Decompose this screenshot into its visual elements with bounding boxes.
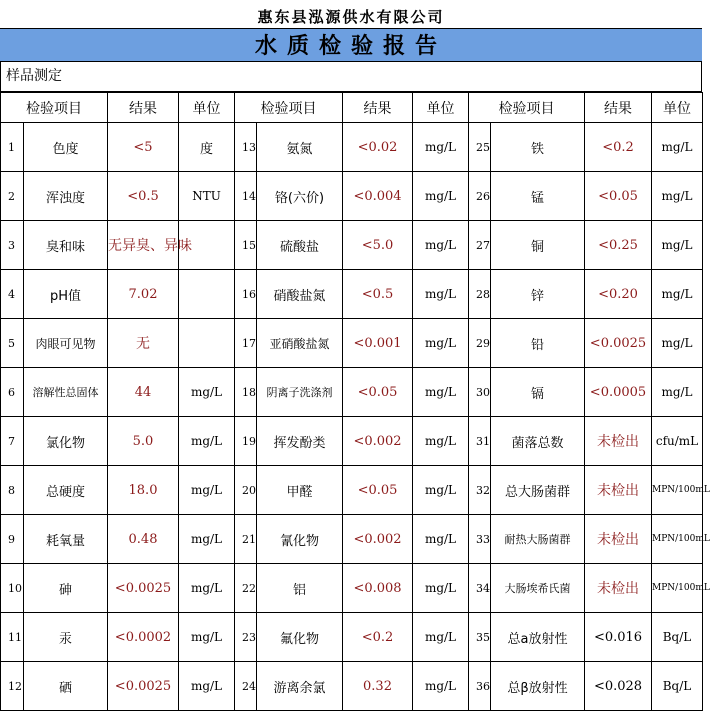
result-value: 无 [108, 319, 179, 368]
result-value: <0.05 [343, 466, 413, 515]
unit: Bq/L [652, 662, 703, 711]
item-name: 阴离子洗涤剂 [257, 368, 343, 417]
table-row [1, 466, 703, 515]
item-number: 23 [235, 613, 257, 662]
item-name: 耐热大肠菌群 [491, 515, 585, 564]
result-value: <5 [108, 123, 179, 172]
unit: mg/L [179, 662, 235, 711]
item-name: 氰化物 [257, 515, 343, 564]
item-number: 11 [1, 613, 24, 662]
result-value: 18.0 [108, 466, 179, 515]
item-number: 17 [235, 319, 257, 368]
table-row [1, 662, 703, 711]
item-number: 20 [235, 466, 257, 515]
table-row [1, 613, 703, 662]
item-name: 铜 [491, 221, 585, 270]
table-row [1, 221, 703, 270]
result-value: 0.48 [108, 515, 179, 564]
header-item: 检验项目 [1, 93, 108, 123]
unit: mg/L [652, 319, 703, 368]
item-number: 16 [235, 270, 257, 319]
item-name: 砷 [24, 564, 108, 613]
unit: mg/L [413, 466, 469, 515]
item-number: 30 [469, 368, 491, 417]
item-name: 游离余氯 [257, 662, 343, 711]
table-row [1, 368, 703, 417]
unit: mg/L [179, 564, 235, 613]
table-row [1, 270, 703, 319]
unit: cfu/mL [652, 417, 703, 466]
unit [179, 319, 235, 368]
item-name: 铅 [491, 319, 585, 368]
unit: NTU [179, 172, 235, 221]
unit: mg/L [413, 319, 469, 368]
item-name: 硫酸盐 [257, 221, 343, 270]
table-row [1, 172, 703, 221]
item-name: 总β放射性 [491, 662, 585, 711]
item-name: 亚硝酸盐氮 [257, 319, 343, 368]
item-number: 21 [235, 515, 257, 564]
item-number: 27 [469, 221, 491, 270]
result-value: <5.0 [343, 221, 413, 270]
unit: Bq/L [652, 613, 703, 662]
unit: mg/L [652, 172, 703, 221]
item-name: 肉眼可见物 [24, 319, 108, 368]
item-name: 甲醛 [257, 466, 343, 515]
unit [179, 270, 235, 319]
unit: mg/L [413, 515, 469, 564]
item-number: 32 [469, 466, 491, 515]
unit: mg/L [179, 466, 235, 515]
result-value: <0.002 [343, 515, 413, 564]
unit: mg/L [413, 221, 469, 270]
unit: mg/L [413, 613, 469, 662]
result-value: <0.20 [585, 270, 652, 319]
result-value: <0.5 [343, 270, 413, 319]
item-number: 22 [235, 564, 257, 613]
unit: 度 [179, 123, 235, 172]
result-value: <0.02 [343, 123, 413, 172]
unit: MPN/100mL [652, 515, 703, 564]
table-row [1, 417, 703, 466]
header-result: 结果 [585, 93, 652, 123]
result-value: 0.32 [343, 662, 413, 711]
item-number: 12 [1, 662, 24, 711]
item-name: 臭和味 [24, 221, 108, 270]
header-item: 检验项目 [469, 93, 585, 123]
item-name: 总大肠菌群 [491, 466, 585, 515]
item-number: 28 [469, 270, 491, 319]
item-number: 26 [469, 172, 491, 221]
unit: mg/L [652, 221, 703, 270]
item-name: 镉 [491, 368, 585, 417]
item-name: 硒 [24, 662, 108, 711]
unit: mg/L [652, 123, 703, 172]
item-number: 34 [469, 564, 491, 613]
result-value: <0.001 [343, 319, 413, 368]
result-value: <0.2 [343, 613, 413, 662]
item-name: 锌 [491, 270, 585, 319]
item-name: 铝 [257, 564, 343, 613]
item-number: 29 [469, 319, 491, 368]
item-name: 氟化物 [257, 613, 343, 662]
unit: mg/L [652, 368, 703, 417]
result-value: <0.0025 [108, 564, 179, 613]
result-value: <0.0002 [108, 613, 179, 662]
item-number: 1 [1, 123, 24, 172]
header-result: 结果 [108, 93, 179, 123]
result-value: <0.016 [585, 613, 652, 662]
result-value: <0.5 [108, 172, 179, 221]
item-name: 总硬度 [24, 466, 108, 515]
table-row [1, 319, 703, 368]
item-name: pH值 [24, 270, 108, 319]
result-value: 未检出 [585, 466, 652, 515]
item-name: 总a放射性 [491, 613, 585, 662]
item-name: 溶解性总固体 [24, 368, 108, 417]
result-value: <0.05 [585, 172, 652, 221]
table-row [1, 123, 703, 172]
header-item: 检验项目 [235, 93, 343, 123]
item-name: 硝酸盐氮 [257, 270, 343, 319]
header-result: 结果 [343, 93, 413, 123]
item-number: 5 [1, 319, 24, 368]
item-number: 6 [1, 368, 24, 417]
result-value: <0.004 [343, 172, 413, 221]
table-row [1, 564, 703, 613]
item-name: 汞 [24, 613, 108, 662]
item-number: 7 [1, 417, 24, 466]
unit: mg/L [652, 270, 703, 319]
unit: MPN/100mL [652, 564, 703, 613]
header-unit: 单位 [179, 93, 235, 123]
unit: mg/L [413, 564, 469, 613]
item-number: 18 [235, 368, 257, 417]
result-value: 未检出 [585, 417, 652, 466]
item-number: 35 [469, 613, 491, 662]
item-name: 铁 [491, 123, 585, 172]
item-number: 9 [1, 515, 24, 564]
header-unit: 单位 [413, 93, 469, 123]
result-value: 44 [108, 368, 179, 417]
result-value: <0.028 [585, 662, 652, 711]
unit: mg/L [179, 368, 235, 417]
item-number: 31 [469, 417, 491, 466]
unit: mg/L [179, 515, 235, 564]
item-number: 33 [469, 515, 491, 564]
table-row [1, 515, 703, 564]
unit: mg/L [413, 172, 469, 221]
result-value: 无异臭、异味 [108, 221, 179, 270]
result-value: <0.002 [343, 417, 413, 466]
result-value: <0.05 [343, 368, 413, 417]
unit: mg/L [413, 270, 469, 319]
section-label: 样品测定 [0, 62, 702, 92]
item-number: 15 [235, 221, 257, 270]
item-name: 大肠埃希氏菌 [491, 564, 585, 613]
report-title: 水质检验报告 [0, 28, 702, 62]
item-number: 3 [1, 221, 24, 270]
item-number: 19 [235, 417, 257, 466]
result-value: 7.02 [108, 270, 179, 319]
header-unit: 单位 [652, 93, 703, 123]
item-number: 2 [1, 172, 24, 221]
unit: mg/L [413, 662, 469, 711]
item-name: 耗氧量 [24, 515, 108, 564]
item-number: 36 [469, 662, 491, 711]
result-value: <0.0005 [585, 368, 652, 417]
item-number: 8 [1, 466, 24, 515]
result-value: 未检出 [585, 564, 652, 613]
result-value: <0.0025 [108, 662, 179, 711]
unit: mg/L [413, 417, 469, 466]
item-number: 24 [235, 662, 257, 711]
result-value: <0.008 [343, 564, 413, 613]
result-value: 5.0 [108, 417, 179, 466]
unit: mg/L [413, 123, 469, 172]
result-value: <0.25 [585, 221, 652, 270]
unit: MPN/100mL [652, 466, 703, 515]
item-number: 14 [235, 172, 257, 221]
item-name: 氯化物 [24, 417, 108, 466]
header-row [1, 93, 703, 123]
item-name: 铬(六价) [257, 172, 343, 221]
result-value: 未检出 [585, 515, 652, 564]
item-number: 4 [1, 270, 24, 319]
item-name: 氨氮 [257, 123, 343, 172]
unit: mg/L [179, 613, 235, 662]
unit: mg/L [179, 417, 235, 466]
results-table [0, 92, 710, 711]
item-name: 菌落总数 [491, 417, 585, 466]
result-value: <0.0025 [585, 319, 652, 368]
item-name: 锰 [491, 172, 585, 221]
item-number: 25 [469, 123, 491, 172]
item-number: 10 [1, 564, 24, 613]
result-value: <0.2 [585, 123, 652, 172]
item-name: 挥发酚类 [257, 417, 343, 466]
item-name: 浑浊度 [24, 172, 108, 221]
company-name: 惠东县泓源供水有限公司 [0, 6, 702, 28]
item-number: 13 [235, 123, 257, 172]
unit: mg/L [413, 368, 469, 417]
item-name: 色度 [24, 123, 108, 172]
